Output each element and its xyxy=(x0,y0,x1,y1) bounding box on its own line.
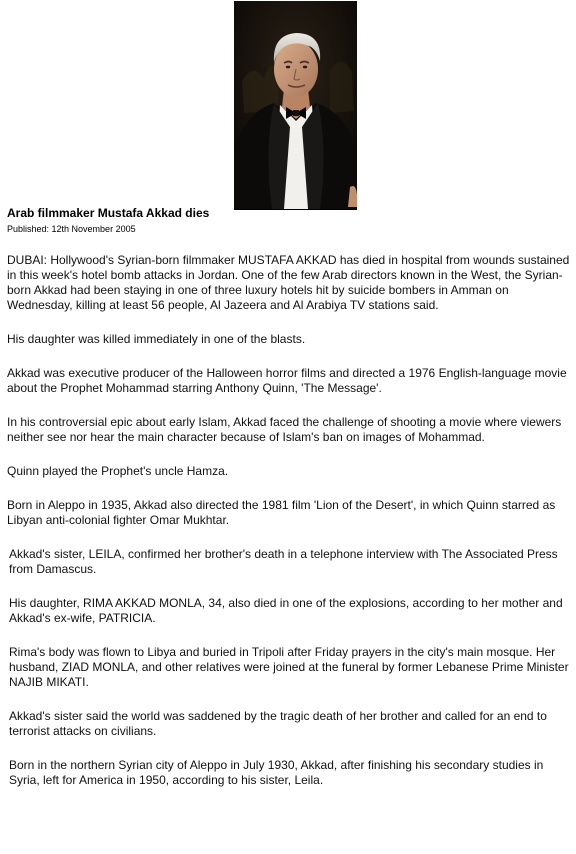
article-headline: Arab filmmaker Mustafa Akkad dies xyxy=(7,206,210,220)
article-paragraph: Akkad's sister said the world was saddened by the tragic death of her brother and called for an end to terrorist attacks on civilians. xyxy=(9,709,547,738)
photo-divider xyxy=(234,209,357,210)
portrait-photo xyxy=(234,1,357,209)
article-paragraph: Born in Aleppo in 1935, Akkad also directed the 1981 film 'Lion of the Desert', in which Quinn starred as Libyan anti-colonial fighter Omar Mukhtar. xyxy=(7,498,556,527)
article-paragraph: His daughter was killed immediately in one of the blasts. xyxy=(7,332,306,346)
article-paragraph: Born in the northern Syrian city of Aleppo in July 1930, Akkad, after finishing his secondary studies in Syria, left for America in 1950, according to his sister, Leila. xyxy=(9,758,544,787)
article-paragraph: Rima's body was flown to Libya and buried in Tripoli after Friday prayers in the city's main mosque. Her husband, ZIAD MONLA, and other relatives were joined at the funeral by former Lebanese Prime Minister NAJIB MIKATI. xyxy=(9,645,569,689)
article-paragraph: Quinn played the Prophet's uncle Hamza. xyxy=(7,464,229,478)
published-date: Published: 12th November 2005 xyxy=(7,224,136,234)
portrait-photo-icon xyxy=(234,1,357,209)
article-paragraph: Akkad was executive producer of the Halloween horror films and directed a 1976 English-language movie about the Prophet Mohammad starring Anthony Quinn, 'The Message'. xyxy=(7,366,567,395)
article-paragraph: His daughter, RIMA AKKAD MONLA, 34, also died in one of the explosions, according to her mother and Akkad's ex-wife, PATRICIA. xyxy=(9,596,563,625)
article-paragraph: In his controversial epic about early Islam, Akkad faced the challenge of shooting a movie where viewers neither see nor hear the main character because of Islam's ban on images of Mohammad. xyxy=(7,415,562,444)
article-body xyxy=(7,253,571,807)
article-paragraph: DUBAI: Hollywood's Syrian-born filmmaker MUSTAFA AKKAD has died in hospital from wounds sustained in this week's hotel bomb attacks in Jordan. One of the few Arab directors known in the West, the Syrian-born Akkad had been staying in one of three luxury hotels hit by suicide bombers in Amman on Wednesday, killing at least 56 people, Al Jazeera and Al Arabiya TV stations said. xyxy=(7,253,570,312)
article-paragraph: Akkad's sister, LEILA, confirmed her brother's death in a telephone interview with The Associated Press from Damascus. xyxy=(9,547,558,576)
